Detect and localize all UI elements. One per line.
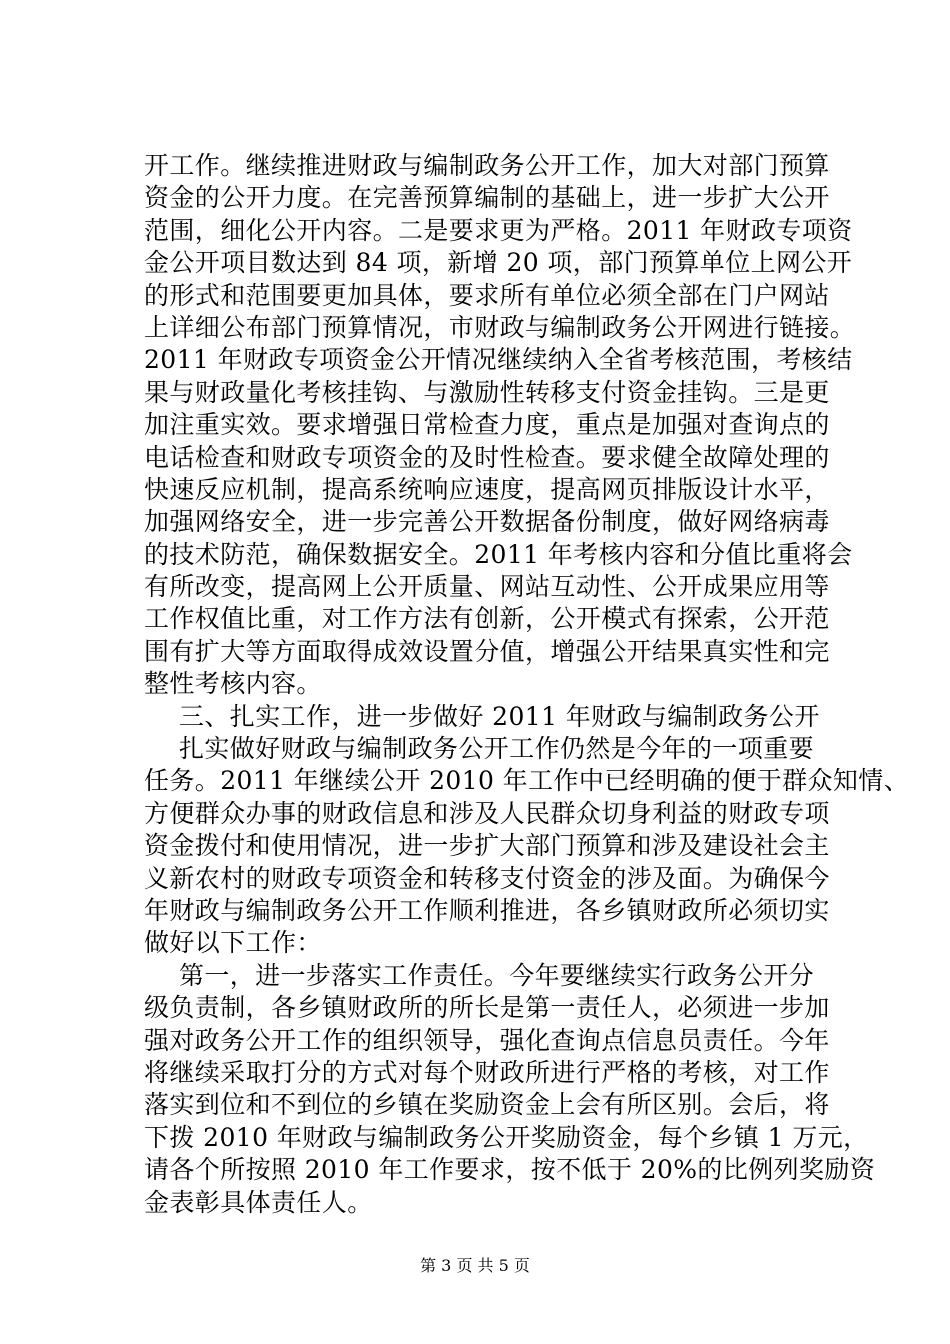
text-line: 第一，进一步落实工作责任。今年要继续实行政务公开分 (179, 960, 815, 990)
text-line: 做好以下工作： (144, 928, 322, 958)
text-line: 将继续采取打分的方式对每个财政所进行严格的考核，对工作 (144, 1057, 830, 1087)
text-line: 年财政与编制政务公开工作顺利推进，各乡镇财政所必须切实 (144, 895, 830, 925)
text-line: 落实到位和不到位的乡镇在奖励资金上会有所区别。会后，将 (144, 1090, 830, 1120)
text-line: 2011 年财政专项资金公开情况继续纳入全省考核范围，考核结 (144, 345, 853, 375)
text-line: 资金的公开力度。在完善预算编制的基础上，进一步扩大公开 (144, 183, 830, 213)
text-line: 工作权值比重，对工作方法有创新，公开模式有探索，公开范 (144, 604, 830, 634)
text-line: 围有扩大等方面取得成效设置分值，增强公开结果真实性和完 (144, 636, 830, 666)
text-line: 请各个所按照 2010 年工作要求，按不低于 20%的比例列奖励资 (144, 1155, 876, 1185)
page-number-footer: 第 3 页 共 5 页 (420, 1256, 530, 1275)
text-line: 方便群众办事的财政信息和涉及人民群众切身利益的财政专项 (144, 798, 830, 828)
section-heading: 三、扎实工作，进一步做好 2011 年财政与编制政务公开 (179, 701, 820, 731)
text-line: 电话检查和财政专项资金的及时性检查。要求健全故障处理的 (144, 442, 830, 472)
text-line: 上详细公布部门预算情况，市财政与编制政务公开网进行链接。 (144, 312, 856, 342)
text-line: 有所改变，提高网上公开质量、网站互动性、公开成果应用等 (144, 572, 830, 602)
text-line: 扎实做好财政与编制政务公开工作仍然是今年的一项重要 (179, 734, 815, 764)
text-line: 金表彰具体责任人。 (144, 1187, 373, 1217)
text-line: 快速反应机制，提高系统响应速度，提高网页排版设计水平， (144, 474, 830, 504)
text-line: 金公开项目数达到 84 项，新增 20 项，部门预算单位上网公开 (144, 248, 853, 278)
text-line: 级负责制，各乡镇财政所的所长是第一责任人，必须进一步加 (144, 993, 830, 1023)
text-line: 的形式和范围要更加具体，要求所有单位必须全部在门户网站 (144, 280, 830, 310)
document-body (144, 150, 910, 1219)
text-line: 资金拨付和使用情况，进一步扩大部门预算和涉及建设社会主 (144, 831, 830, 861)
text-line: 整性考核内容。 (144, 669, 322, 699)
text-line: 任务。2011 年继续公开 2010 年工作中已经明确的便于群众知情、 (144, 766, 910, 796)
text-line: 果与财政量化考核挂钩、与激励性转移支付资金挂钩。三是更 (144, 377, 830, 407)
text-line: 加强网络安全，进一步完善公开数据备份制度，做好网络病毒 (144, 507, 830, 537)
text-line: 加注重实效。要求增强日常检查力度，重点是加强对查询点的 (144, 410, 830, 440)
text-line: 义新农村的财政专项资金和转移支付资金的涉及面。为确保今 (144, 863, 830, 893)
text-line: 强对政务公开工作的组织领导，强化查询点信息员责任。今年 (144, 1025, 830, 1055)
text-line: 范围，细化公开内容。二是要求更为严格。2011 年财政专项资 (144, 215, 853, 245)
text-line: 的技术防范，确保数据安全。2011 年考核内容和分值比重将会 (144, 539, 853, 569)
text-line: 开工作。继续推进财政与编制政务公开工作，加大对部门预算 (144, 151, 830, 180)
text-line: 下拨 2010 年财政与编制政务公开奖励资金，每个乡镇 1 万元， (144, 1122, 869, 1152)
